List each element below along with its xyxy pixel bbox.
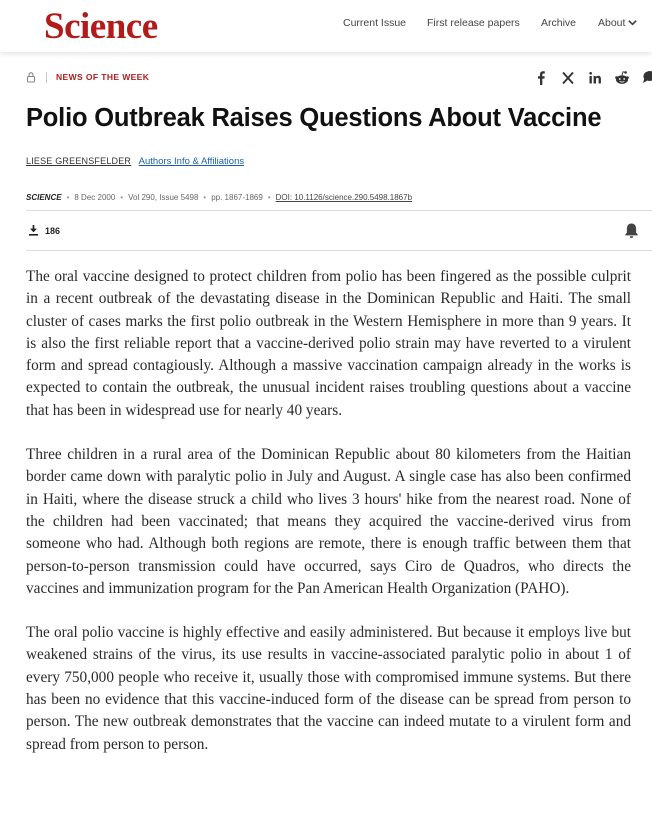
bell-icon[interactable] [624, 222, 639, 239]
article-kicker: NEWS OF THE WEEK [56, 72, 150, 82]
separator-dot: • [203, 193, 207, 202]
page-range: pp. 1867-1869 [211, 193, 263, 202]
download-count: 186 [45, 226, 61, 236]
volume-issue: Vol 290, Issue 5498 [128, 193, 199, 202]
article-title: Polio Outbreak Raises Questions About Vaccine [26, 104, 602, 132]
paragraph: The oral polio vaccine is highly effective and easily administered. But because it employs live but weakened strains of the virus, its use results in vaccine-associated paralytic polio in about 1 of every 750,000 people who receive it, usually those with compromised immune systems. But there has been no evidence that this vaccine-induced form of the disease can be spread from person to person. The new outbreak demonstrates that the vaccine can indeed mutate to a virulent form and spread from person to person. [26, 624, 631, 753]
more-share-icon[interactable] [641, 70, 652, 86]
facebook-icon[interactable] [534, 70, 548, 86]
author-line [26, 156, 244, 167]
nav-first-release-papers[interactable]: First release papers [427, 17, 520, 29]
download-metrics[interactable] [28, 224, 60, 236]
journal-name: SCIENCE [26, 193, 62, 202]
separator-dot: • [267, 193, 271, 202]
doi-link[interactable]: DOI: 10.1126/science.290.5498.1867b [275, 193, 413, 202]
top-navigation-bar [0, 0, 652, 52]
paragraph: Three children in a rural area of the Dominican Republic about 80 kilometers from the Haitian border came down with paralytic polio in July and August. A single case has also been confirmed in Haiti, where the disease struck a child who lives 3 hours' hike from the nearest road. None of the children had been vaccinated; that means they acquired the vaccine-derived virus from someone who had. Although both regions are remote, there is enough traffic between them that person-to-person transmission could have occurred, says Ciro de Quadros, who directs the vaccines and immunization program for the Pan American Health Organization (PAHO). [26, 446, 631, 597]
paragraph: The oral vaccine designed to protect children from polio has been fingered as the possible culprit in a recent outbreak of the devastating disease in the Dominican Republic and Haiti. The small cluster of cases marks the first polio outbreak in the Western Hemisphere in more than 9 years. It is also the first reliable report that a vaccine-derived polio strain may have reverted to a virulent form and spread contagiously. Although a massive vaccination campaign already in the works is expected to contain the outbreak, the unusual incident raises troubling questions about a vaccine that has been in widespread use for nearly 40 years. [26, 268, 631, 419]
science-logo[interactable]: Science [44, 6, 158, 47]
author-name[interactable]: LIESE GREENSFELDER [26, 156, 132, 166]
publication-date: 8 Dec 2000 [74, 193, 116, 202]
reddit-icon[interactable] [614, 70, 630, 86]
nav-about[interactable] [598, 17, 638, 29]
chevron-down-icon [627, 17, 638, 28]
nav-about-label: About [598, 17, 626, 29]
lock-icon [26, 71, 36, 83]
article-body [26, 266, 631, 778]
article-meta-row [26, 70, 652, 86]
divider [26, 210, 652, 211]
nav-current-issue[interactable]: Current Issue [343, 17, 407, 29]
divider [26, 250, 652, 251]
linkedin-icon[interactable] [588, 70, 602, 86]
divider [46, 72, 47, 83]
x-icon[interactable] [561, 70, 575, 86]
separator-dot: • [120, 193, 124, 202]
citation-line [26, 193, 412, 202]
authors-info-link[interactable]: Authors Info & Affiliations [138, 156, 245, 167]
separator-dot: • [66, 193, 70, 202]
nav-archive[interactable]: Archive [541, 17, 577, 29]
download-icon [28, 224, 39, 236]
